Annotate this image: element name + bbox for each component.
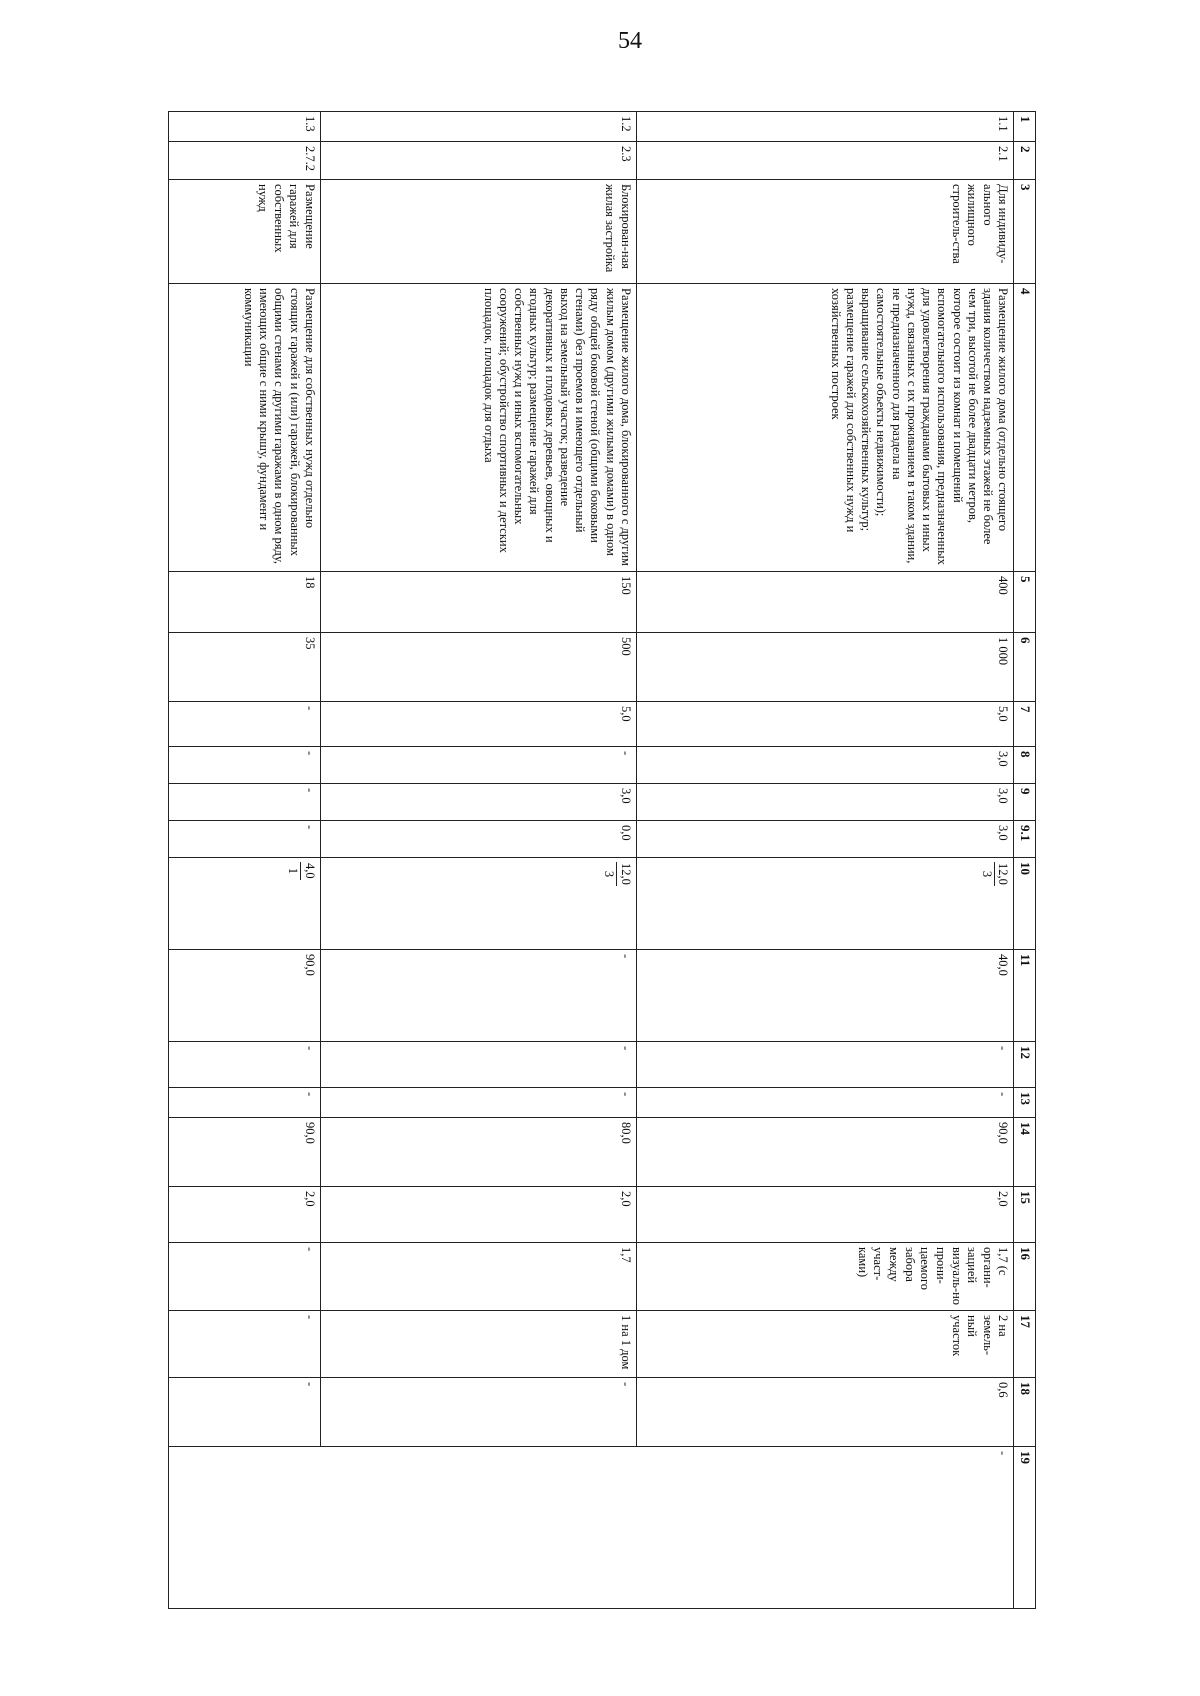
cell-c13: - <box>169 1088 321 1118</box>
col-header: 15 <box>1014 1187 1036 1243</box>
cell-c10 <box>636 858 1014 950</box>
col-header: 3 <box>1014 180 1036 284</box>
cell-c18: - <box>320 1378 636 1447</box>
cell-c8: - <box>169 747 321 784</box>
vri-name: Для индивиду-ального жилищного строитель-ства <box>636 180 1014 284</box>
cell-c9: 3,0 <box>636 784 1014 821</box>
row-number: 1.3 <box>169 112 321 142</box>
cell-c9-1: 3,0 <box>636 821 1014 858</box>
col-header: 13 <box>1014 1088 1036 1118</box>
cell-c12: - <box>169 1042 321 1088</box>
cell-c6: 1 000 <box>636 633 1014 702</box>
col-header: 18 <box>1014 1378 1036 1447</box>
cell-c17: 2 на земель-ный участок <box>636 1311 1014 1378</box>
cell-c5: 400 <box>636 572 1014 633</box>
vri-name: Размещение гаражей для собственных нужд <box>169 180 321 284</box>
cell-c7: 5,0 <box>320 702 636 747</box>
cell-c16: 1,7 (с органи-зацией визуаль-но прони-цаемого забора между участ-ками) <box>636 1243 1014 1311</box>
cell-c11: - <box>320 950 636 1042</box>
col-header: 8 <box>1014 747 1036 784</box>
page-number: 54 <box>618 28 642 54</box>
cell-c13: - <box>320 1088 636 1118</box>
cell-c5: 18 <box>169 572 321 633</box>
cell-c16: 1,7 <box>320 1243 636 1311</box>
cell-c17: - <box>169 1311 321 1378</box>
cell-c9-1: - <box>169 821 321 858</box>
cell-c15: 2,0 <box>636 1187 1014 1243</box>
fraction-denominator: 3 <box>979 870 994 878</box>
cell-c8: - <box>320 747 636 784</box>
col-header: 14 <box>1014 1118 1036 1187</box>
col-header: 4 <box>1014 284 1036 572</box>
col-header: 17 <box>1014 1311 1036 1378</box>
cell-c12: - <box>636 1042 1014 1088</box>
col-header: 1 <box>1014 112 1036 142</box>
vri-code: 2.3 <box>320 142 636 180</box>
fraction-numerator: 12,0 <box>994 862 1011 886</box>
cell-c10 <box>320 858 636 950</box>
col-header: 9 <box>1014 784 1036 821</box>
row-number: 1.1 <box>636 112 1014 142</box>
col-header: 10 <box>1014 858 1036 950</box>
fraction <box>601 862 633 886</box>
fraction-numerator: 12,0 <box>616 862 633 886</box>
cell-c14: 90,0 <box>636 1118 1014 1187</box>
cell-c9-1: 0,0 <box>320 821 636 858</box>
cell-c14: 90,0 <box>169 1118 321 1187</box>
vri-code: 2.1 <box>636 142 1014 180</box>
table-row <box>169 112 321 1609</box>
fraction-denominator: 3 <box>602 870 617 878</box>
cell-c8: 3,0 <box>636 747 1014 784</box>
vri-description: Размещение для собственных нужд отдельно стоящих гаражей и (или) гаражей, блокированных общими стенами с другими гаражами в одном ряду, имеющих общие с ними крышу, фундамент и коммуникации <box>169 284 321 572</box>
vri-description: Размещение жилого дома, блокированного с другим жилым домом (другими жилыми домами) в одном ряду общей боковой стеной (общими боковыми стенами) без проемов и имеющего отдельный выход на земельный участок; разведение декоративных и плодовых деревьев, овощных и ягодных культур; размещение гаражей для собственных нужд и иных вспомогательных сооружений; обустройство спортивных и детских площадок, площадок для отдыха <box>320 284 636 572</box>
col-header: 6 <box>1014 633 1036 702</box>
cell-c15: 2,0 <box>169 1187 321 1243</box>
cell-c5: 150 <box>320 572 636 633</box>
cell-c10 <box>169 858 321 950</box>
vri-description: Размещение жилого дома (отдельно стоящего здания количеством надземных этажей не более чем три, высотой не более двадцати метров, которое состоит из комнат и помещений вспомогательного использования, предназначенных для удовлетворения гражданами бытовых и иных нужд, связанных с их проживанием в таком здании, не предназначенного для раздела на самостоятельные объекты недвижимости); выращивание сельскохозяйственных культур; размещение гаражей для собственных нужд и хозяйственных построек <box>636 284 1014 572</box>
col-header: 5 <box>1014 572 1036 633</box>
fraction-numerator: 4,0 <box>300 862 317 880</box>
table-row <box>320 112 636 1609</box>
cell-c19: - <box>169 1447 1014 1609</box>
cell-c6: 500 <box>320 633 636 702</box>
regulations-table <box>168 111 1036 1609</box>
col-header: 19 <box>1014 1447 1036 1609</box>
col-header: 11 <box>1014 950 1036 1042</box>
cell-c17: 1 на 1 дом <box>320 1311 636 1378</box>
table-row <box>636 112 1014 1609</box>
cell-c13: - <box>636 1088 1014 1118</box>
row-number: 1.2 <box>320 112 636 142</box>
fraction <box>978 862 1010 886</box>
col-header: 2 <box>1014 142 1036 180</box>
cell-c9: 3,0 <box>320 784 636 821</box>
cell-c14: 80,0 <box>320 1118 636 1187</box>
fraction <box>285 862 317 880</box>
cell-c18: - <box>169 1378 321 1447</box>
vri-code: 2.7.2 <box>169 142 321 180</box>
header-row <box>1014 112 1036 1609</box>
cell-c16: - <box>169 1243 321 1311</box>
cell-c12: - <box>320 1042 636 1088</box>
vri-name: Блокирован-ная жилая застройка <box>320 180 636 284</box>
fraction-denominator: 1 <box>286 867 301 874</box>
cell-c18: 0,6 <box>636 1378 1014 1447</box>
cell-c9: - <box>169 784 321 821</box>
col-header: 7 <box>1014 702 1036 747</box>
rotated-table-page <box>168 111 1036 1608</box>
col-header: 16 <box>1014 1243 1036 1311</box>
cell-c15: 2,0 <box>320 1187 636 1243</box>
col-header: 9.1 <box>1014 821 1036 858</box>
cell-c7: 5,0 <box>636 702 1014 747</box>
cell-c7: - <box>169 702 321 747</box>
cell-c6: 35 <box>169 633 321 702</box>
col-header: 12 <box>1014 1042 1036 1088</box>
cell-c11: 40,0 <box>636 950 1014 1042</box>
cell-c11: 90,0 <box>169 950 321 1042</box>
